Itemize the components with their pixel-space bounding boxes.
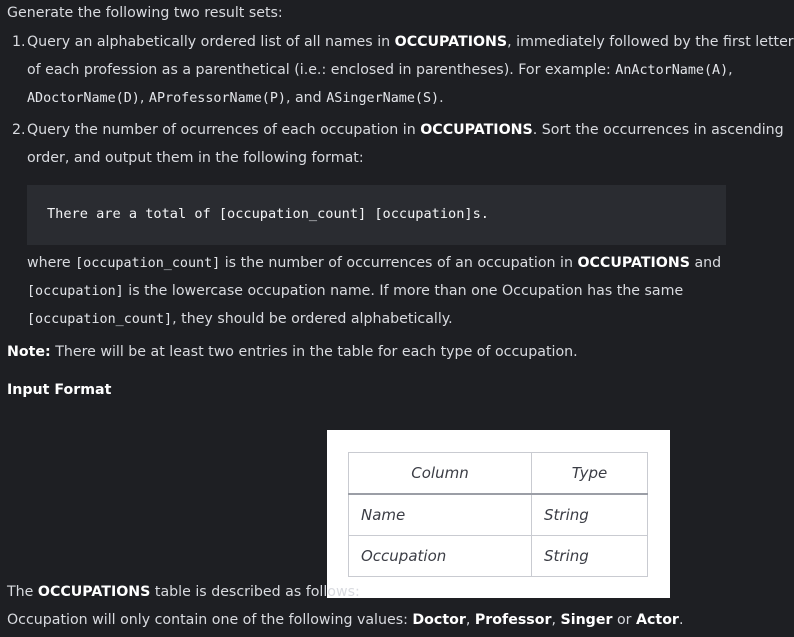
example-doctor-code: ADoctorName(D) (27, 91, 140, 106)
value-doctor: Doctor (412, 612, 466, 628)
note-line: Note: There will be at least two entries in the table for each type of occupation. (7, 344, 578, 360)
item2-line2: order, and output them in the following format: (27, 150, 364, 166)
table-cell: String (532, 494, 648, 536)
table-header-row (349, 453, 648, 495)
example-actor-code: AnActorName(A) (615, 63, 729, 78)
table-described-line: The OCCUPATIONS table is described as follows: (7, 584, 360, 600)
occupation-count-code: [occupation_count] (27, 312, 173, 327)
occupation-count-code: [occupation_count] (75, 256, 221, 271)
occupations-bold: OCCUPATIONS (394, 34, 508, 50)
table-cell: Occupation (349, 536, 532, 577)
item1-line3: ADoctorName(D), AProfessorName(P), and ASingerName(S). (27, 90, 444, 106)
column-header: Column (349, 453, 532, 495)
list-number-1: 1. (12, 34, 26, 50)
table-row (349, 536, 648, 577)
table-cell: String (532, 536, 648, 577)
table-row (349, 494, 648, 536)
table-cell: Name (349, 494, 532, 536)
value-actor: Actor (636, 612, 679, 628)
occupations-bold: OCCUPATIONS (577, 255, 690, 271)
occupations-bold: OCCUPATIONS (37, 584, 151, 600)
item1-line2: of each profession as a parenthetical (i.e.: enclosed in parentheses). For example: AnActorName(A), (27, 62, 733, 78)
type-header: Type (532, 453, 648, 495)
schema-table-card (327, 430, 670, 598)
where-line3: [occupation_count], they should be ordered alphabetically. (27, 311, 453, 327)
occupation-values-line: Occupation will only contain one of the following values: Doctor, Professor, Singer or Actor. (7, 612, 684, 628)
list-number-2: 2. (12, 122, 26, 138)
occupation-code: [occupation] (27, 284, 124, 299)
value-singer: Singer (560, 612, 613, 628)
schema-table (348, 452, 648, 577)
where-line1: where [occupation_count] is the number of occurrences of an occupation in OCCUPATIONS and (27, 255, 722, 271)
item2-line1: Query the number of ocurrences of each occupation in OCCUPATIONS. Sort the occurrences in ascending (27, 122, 784, 138)
value-professor: Professor (474, 612, 552, 628)
input-format-heading: Input Format (7, 382, 112, 398)
example-professor-code: AProfessorName(P) (148, 91, 286, 106)
note-label: Note: (7, 344, 51, 360)
occupations-bold: OCCUPATIONS (420, 122, 533, 138)
output-format-code: There are a total of [occupation_count] [occupation]s. (47, 206, 489, 222)
where-line2: [occupation] is the lowercase occupation name. If more than one Occupation has the same (27, 283, 684, 299)
intro-text: Generate the following two result sets: (7, 5, 283, 21)
output-format-code-block (27, 185, 726, 245)
example-singer-code: ASingerName(S) (326, 91, 440, 106)
item1-line1: Query an alphabetically ordered list of all names in OCCUPATIONS, immediately followed by the first letter (27, 34, 794, 50)
